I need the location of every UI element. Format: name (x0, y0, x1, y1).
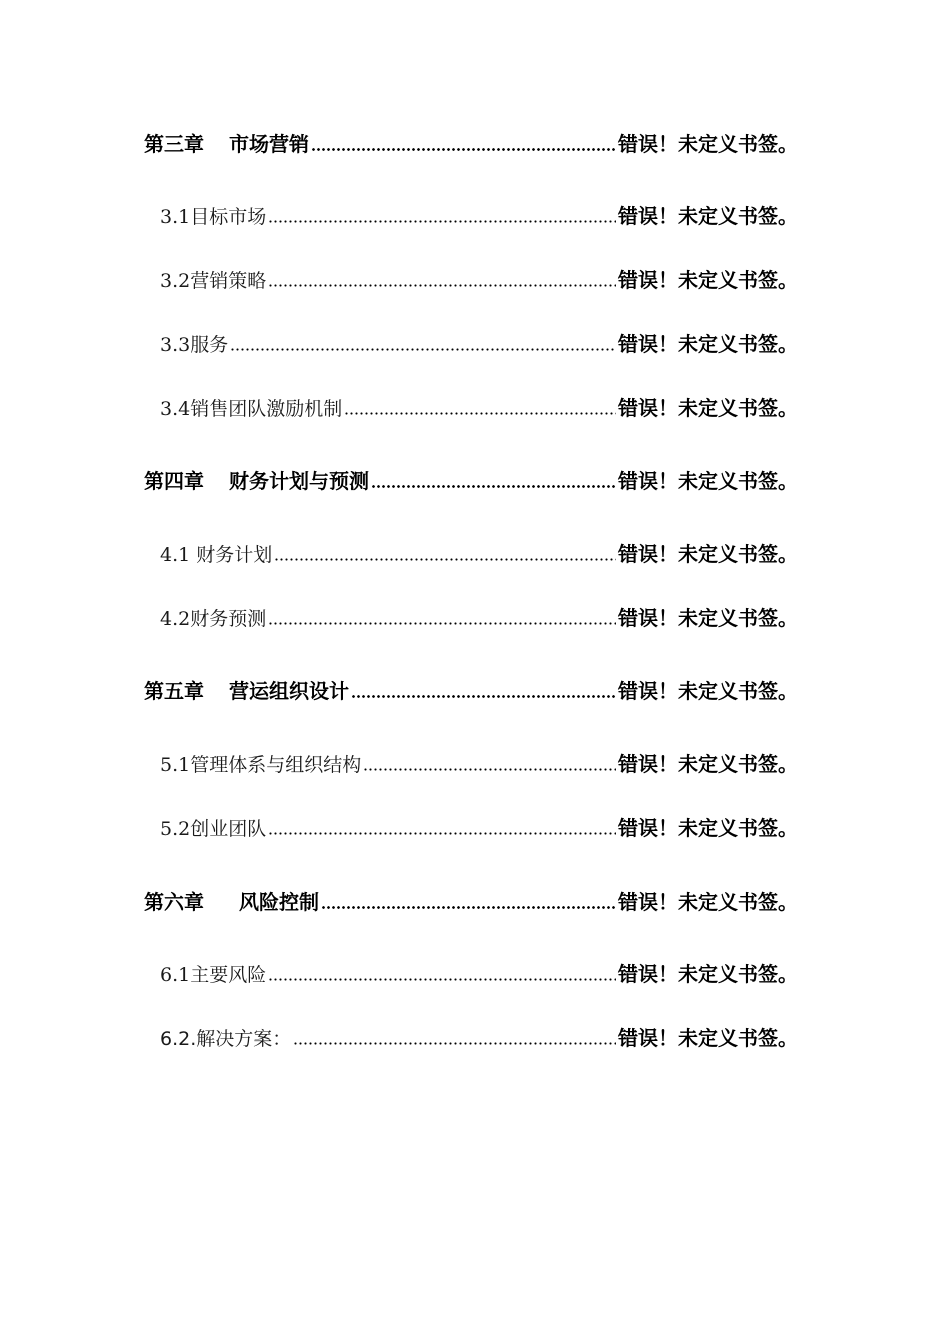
page-reference: 错误！未定义书签。 (618, 469, 798, 493)
chapter-title: 市场营销 (229, 132, 309, 156)
dot-leader (268, 280, 616, 288)
toc-section-3-2[interactable] (160, 263, 798, 293)
toc-chapter-4[interactable] (144, 464, 798, 494)
dot-leader (351, 691, 616, 699)
dot-leader (230, 344, 616, 352)
dot-leader (344, 408, 616, 416)
toc-chapter-3[interactable] (144, 127, 798, 157)
section-title: 4.1 财务计划 (160, 544, 273, 566)
section-title: 6.2.解决方案： (160, 1028, 292, 1050)
dot-leader (321, 902, 616, 910)
page-reference: 错误！未定义书签。 (618, 542, 798, 566)
dot-leader (274, 554, 616, 562)
section-title: 5.1管理体系与组织结构 (160, 754, 362, 776)
toc-chapter-5[interactable] (144, 674, 798, 704)
dot-leader (311, 144, 616, 152)
dot-leader (268, 974, 616, 982)
page-reference: 错误！未定义书签。 (618, 132, 798, 156)
toc-section-5-1[interactable] (160, 747, 798, 777)
chapter-number: 第六章 (144, 890, 204, 914)
dot-leader (371, 481, 616, 489)
section-title: 6.1主要风险 (160, 964, 267, 986)
toc-section-4-2[interactable] (160, 601, 798, 631)
dot-leader (293, 1038, 616, 1046)
section-title: 4.2财务预测 (160, 608, 267, 630)
page-reference: 错误！未定义书签。 (618, 679, 798, 703)
dot-leader (268, 618, 616, 626)
page-reference: 错误！未定义书签。 (618, 752, 798, 776)
dot-leader (363, 764, 616, 772)
chapter-title: 财务计划与预测 (229, 469, 369, 493)
section-title: 3.3服务 (160, 334, 229, 356)
toc-chapter-label (144, 465, 369, 494)
toc-section-6-2[interactable] (160, 1021, 798, 1051)
chapter-number: 第四章 (144, 469, 204, 493)
dot-leader (268, 216, 616, 224)
section-title: 3.4销售团队激励机制 (160, 398, 343, 420)
chapter-number: 第五章 (144, 679, 204, 703)
toc-section-5-2[interactable] (160, 811, 798, 841)
page-reference: 错误！未定义书签。 (618, 890, 798, 914)
toc-section-4-1[interactable] (160, 537, 798, 567)
section-title: 3.2营销策略 (160, 270, 267, 292)
page-reference: 错误！未定义书签。 (618, 1026, 798, 1050)
dot-leader (268, 828, 616, 836)
toc-chapter-6[interactable] (144, 885, 798, 915)
toc-section-6-1[interactable] (160, 957, 798, 987)
toc-section-3-4[interactable] (160, 391, 798, 421)
page-reference: 错误！未定义书签。 (618, 332, 798, 356)
section-title: 5.2创业团队 (160, 818, 267, 840)
toc-chapter-label (144, 128, 309, 157)
toc-chapter-label (144, 886, 319, 915)
toc-section-3-3[interactable] (160, 327, 798, 357)
page-reference: 错误！未定义书签。 (618, 268, 798, 292)
toc-chapter-label (144, 675, 349, 704)
page-reference: 错误！未定义书签。 (618, 962, 798, 986)
page-reference: 错误！未定义书签。 (618, 606, 798, 630)
section-title: 3.1目标市场 (160, 206, 267, 228)
chapter-title: 风险控制 (239, 890, 319, 914)
page-reference: 错误！未定义书签。 (618, 204, 798, 228)
chapter-title: 营运组织设计 (229, 679, 349, 703)
chapter-number: 第三章 (144, 132, 204, 156)
page-reference: 错误！未定义书签。 (618, 396, 798, 420)
page-reference: 错误！未定义书签。 (618, 816, 798, 840)
toc-section-3-1[interactable] (160, 199, 798, 229)
